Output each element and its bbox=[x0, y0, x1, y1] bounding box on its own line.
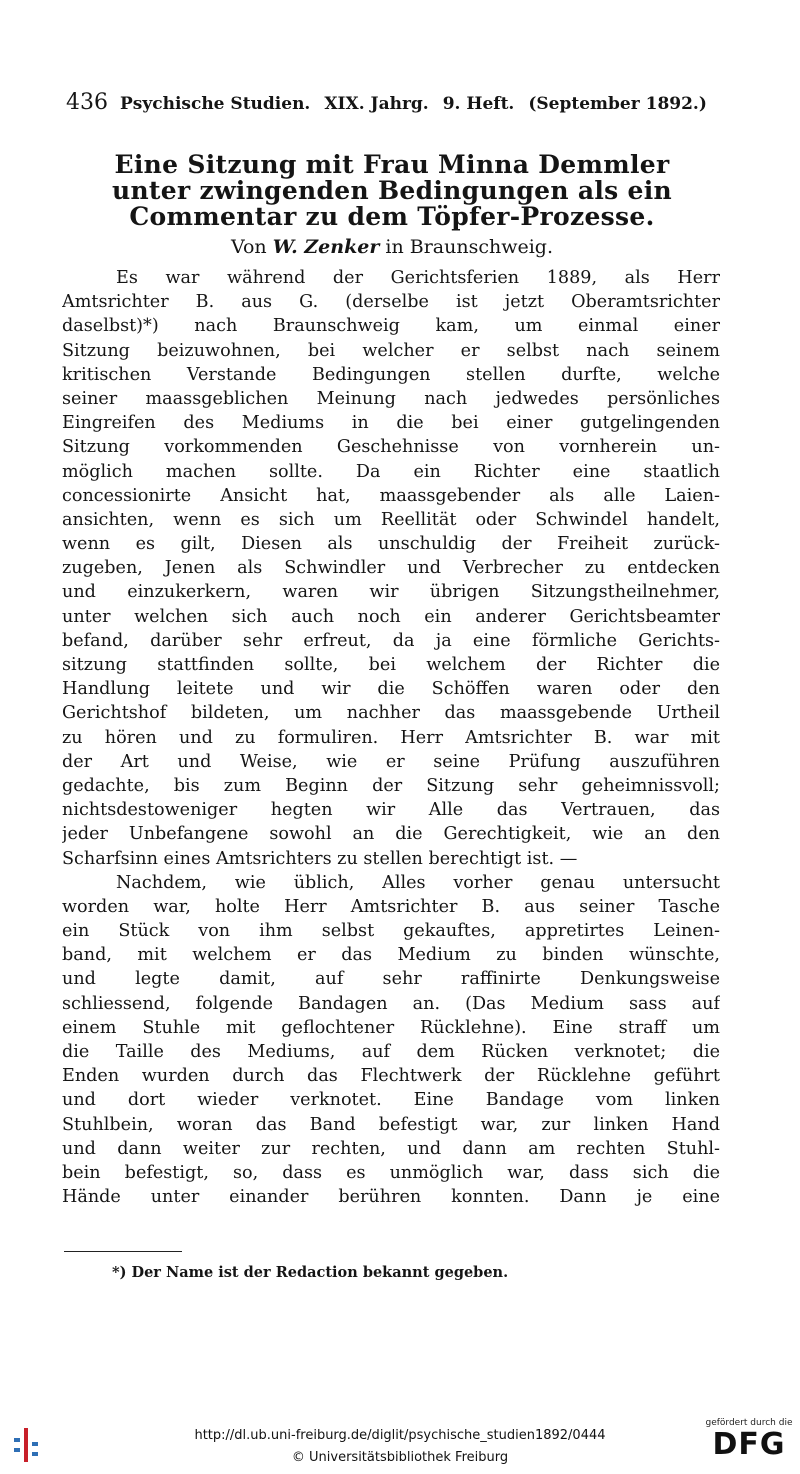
body-text-line: ansichten, wenn es sich um Reellität oder Schwindel handelt, bbox=[62, 509, 720, 530]
body-text-line: der Art und Weise, wie er seine Prüfung auszuführen bbox=[62, 751, 720, 772]
body-text-line: wenn es gilt, Diesen als unschuldig der Freiheit zurück- bbox=[62, 534, 720, 555]
body-text-line: und legte damit, auf sehr raffinirte Denkungsweise bbox=[62, 969, 720, 990]
body-text-line: jeder Unbefangene sowohl an die Gerechtigkeit, wie an den bbox=[62, 824, 720, 845]
article-title-line: Eine Sitzung mit Frau Minna Demmler bbox=[114, 150, 670, 179]
body-text-line: gedachte, bis zum Beginn der Sitzung sehr geheimnissvoll; bbox=[62, 775, 720, 796]
dfg-caption: gefördert durch die bbox=[705, 1418, 793, 1428]
footnote: *) Der Name ist der Redaction bekannt gegeben. bbox=[112, 1264, 509, 1281]
article-title-line: unter zwingenden Bedingungen als ein bbox=[111, 176, 673, 205]
copyright-notice: © Universitätsbibliothek Freiburg bbox=[291, 1450, 509, 1465]
body-text-line: und einzukerkern, waren wir übrigen Sitzungstheilnehmer, bbox=[62, 582, 720, 603]
body-text-line: Eingreifen des Mediums in die bei einer gutgelingenden bbox=[62, 413, 720, 434]
body-text-line: worden war, holte Herr Amtsrichter B. aus seiner Tasche bbox=[62, 896, 720, 917]
dfg-logo-text: DFG bbox=[712, 1427, 786, 1462]
body-text-line: befand, darüber sehr erfreut, da ja eine förmliche Gerichts- bbox=[62, 630, 720, 651]
body-text-line: bein befestigt, so, dass es unmöglich war, dass sich die bbox=[62, 1162, 720, 1183]
body-text-line: einem Stuhle mit geflochtener Rücklehne). Eine straff um bbox=[62, 1017, 720, 1038]
body-text-line: möglich machen sollte. Da ein Richter eine staatlich bbox=[62, 461, 720, 482]
body-text-line: Scharfsinn eines Amtsrichters zu stellen berechtigt ist. — bbox=[62, 848, 578, 869]
body-text-line: seiner maassgeblichen Meinung nach jedwedes persönliches bbox=[62, 388, 720, 409]
issue-label: 9. Heft. bbox=[442, 94, 515, 114]
body-text-line: Es war während der Gerichtsferien 1889, als Herr bbox=[116, 268, 720, 288]
body-text-line: nichtsdestoweniger hegten wir Alle das Vertrauen, das bbox=[62, 800, 720, 821]
byline bbox=[62, 236, 722, 258]
body-text-line: band, mit welchem er das Medium zu binden wünschte, bbox=[62, 945, 720, 966]
body-text-line: Sitzung beizuwohnen, bei welcher er selbst nach seinem bbox=[62, 340, 720, 361]
body-text-line: zugeben, Jenen als Schwindler und Verbrecher zu entdecken bbox=[62, 558, 720, 579]
article-title-line: Commentar zu dem Töpfer-Prozesse. bbox=[129, 202, 655, 231]
body-text-line: und dann weiter zur rechten, und dann am rechten Stuhl- bbox=[62, 1138, 720, 1159]
page-footer bbox=[0, 1416, 800, 1474]
author-name: W. Zenker bbox=[272, 236, 380, 258]
byline-prefix: Von bbox=[230, 236, 267, 258]
journal-title: Psychische Studien. bbox=[120, 94, 311, 114]
footnote-divider bbox=[64, 1251, 182, 1252]
body-text-line: sitzung stattfinden sollte, bei welchem der Richter die bbox=[62, 655, 720, 675]
body-text-line: die Taille des Mediums, auf dem Rücken verknotet; die bbox=[62, 1042, 720, 1062]
article-body bbox=[62, 266, 720, 1209]
article-title bbox=[62, 152, 722, 230]
running-header bbox=[66, 90, 716, 124]
body-text-line: Hände unter einander berühren konnten. Dann je eine bbox=[62, 1187, 720, 1208]
body-text-line: zu hören und zu formuliren. Herr Amtsrichter B. war mit bbox=[62, 727, 720, 748]
body-text-line: unter welchen sich auch noch ein anderer Gerichtsbeamter bbox=[62, 606, 720, 627]
body-text-line: ein Stück von ihm selbst gekauftes, appretirtes Leinen- bbox=[62, 921, 720, 942]
dfg-logo-icon bbox=[702, 1418, 796, 1472]
body-text-line: concessionirte Ansicht hat, maassgebender als alle Laien- bbox=[62, 485, 720, 506]
body-text-line: und dort wieder verknotet. Eine Bandage vom linken bbox=[62, 1090, 720, 1111]
byline-suffix: in Braunschweig. bbox=[385, 236, 554, 258]
body-text-line: Sitzung vorkommenden Geschehnisse von vornherein un- bbox=[62, 437, 720, 458]
body-text-line: Stuhlbein, woran das Band befestigt war, zur linken Hand bbox=[62, 1114, 720, 1135]
page-number: 436 bbox=[66, 90, 108, 115]
body-text-line: Enden wurden durch das Flechtwerk der Rücklehne geführt bbox=[62, 1066, 720, 1087]
source-url[interactable]: http://dl.ub.uni-freiburg.de/diglit/psychische_studien1892/0444 bbox=[194, 1428, 606, 1443]
issue-date: (September 1892.) bbox=[528, 94, 707, 114]
body-text-line: Gerichtshof bildeten, um nachher das maassgebende Urtheil bbox=[62, 703, 720, 724]
body-text-line: Handlung leitete und wir die Schöffen waren oder den bbox=[62, 679, 720, 700]
body-text-line: kritischen Verstande Bedingungen stellen durfte, welche bbox=[62, 364, 720, 385]
body-text-line: Amtsrichter B. aus G. (derselbe ist jetzt Oberamtsrichter bbox=[62, 292, 720, 313]
body-text-line: daselbst)*) nach Braunschweig kam, um einmal einer bbox=[62, 316, 720, 337]
body-text-line: Nachdem, wie üblich, Alles vorher genau untersucht bbox=[116, 872, 720, 893]
volume-label: XIX. Jahrg. bbox=[324, 94, 429, 114]
body-text-line: schliessend, folgende Bandagen an. (Das Medium sass auf bbox=[62, 993, 720, 1014]
